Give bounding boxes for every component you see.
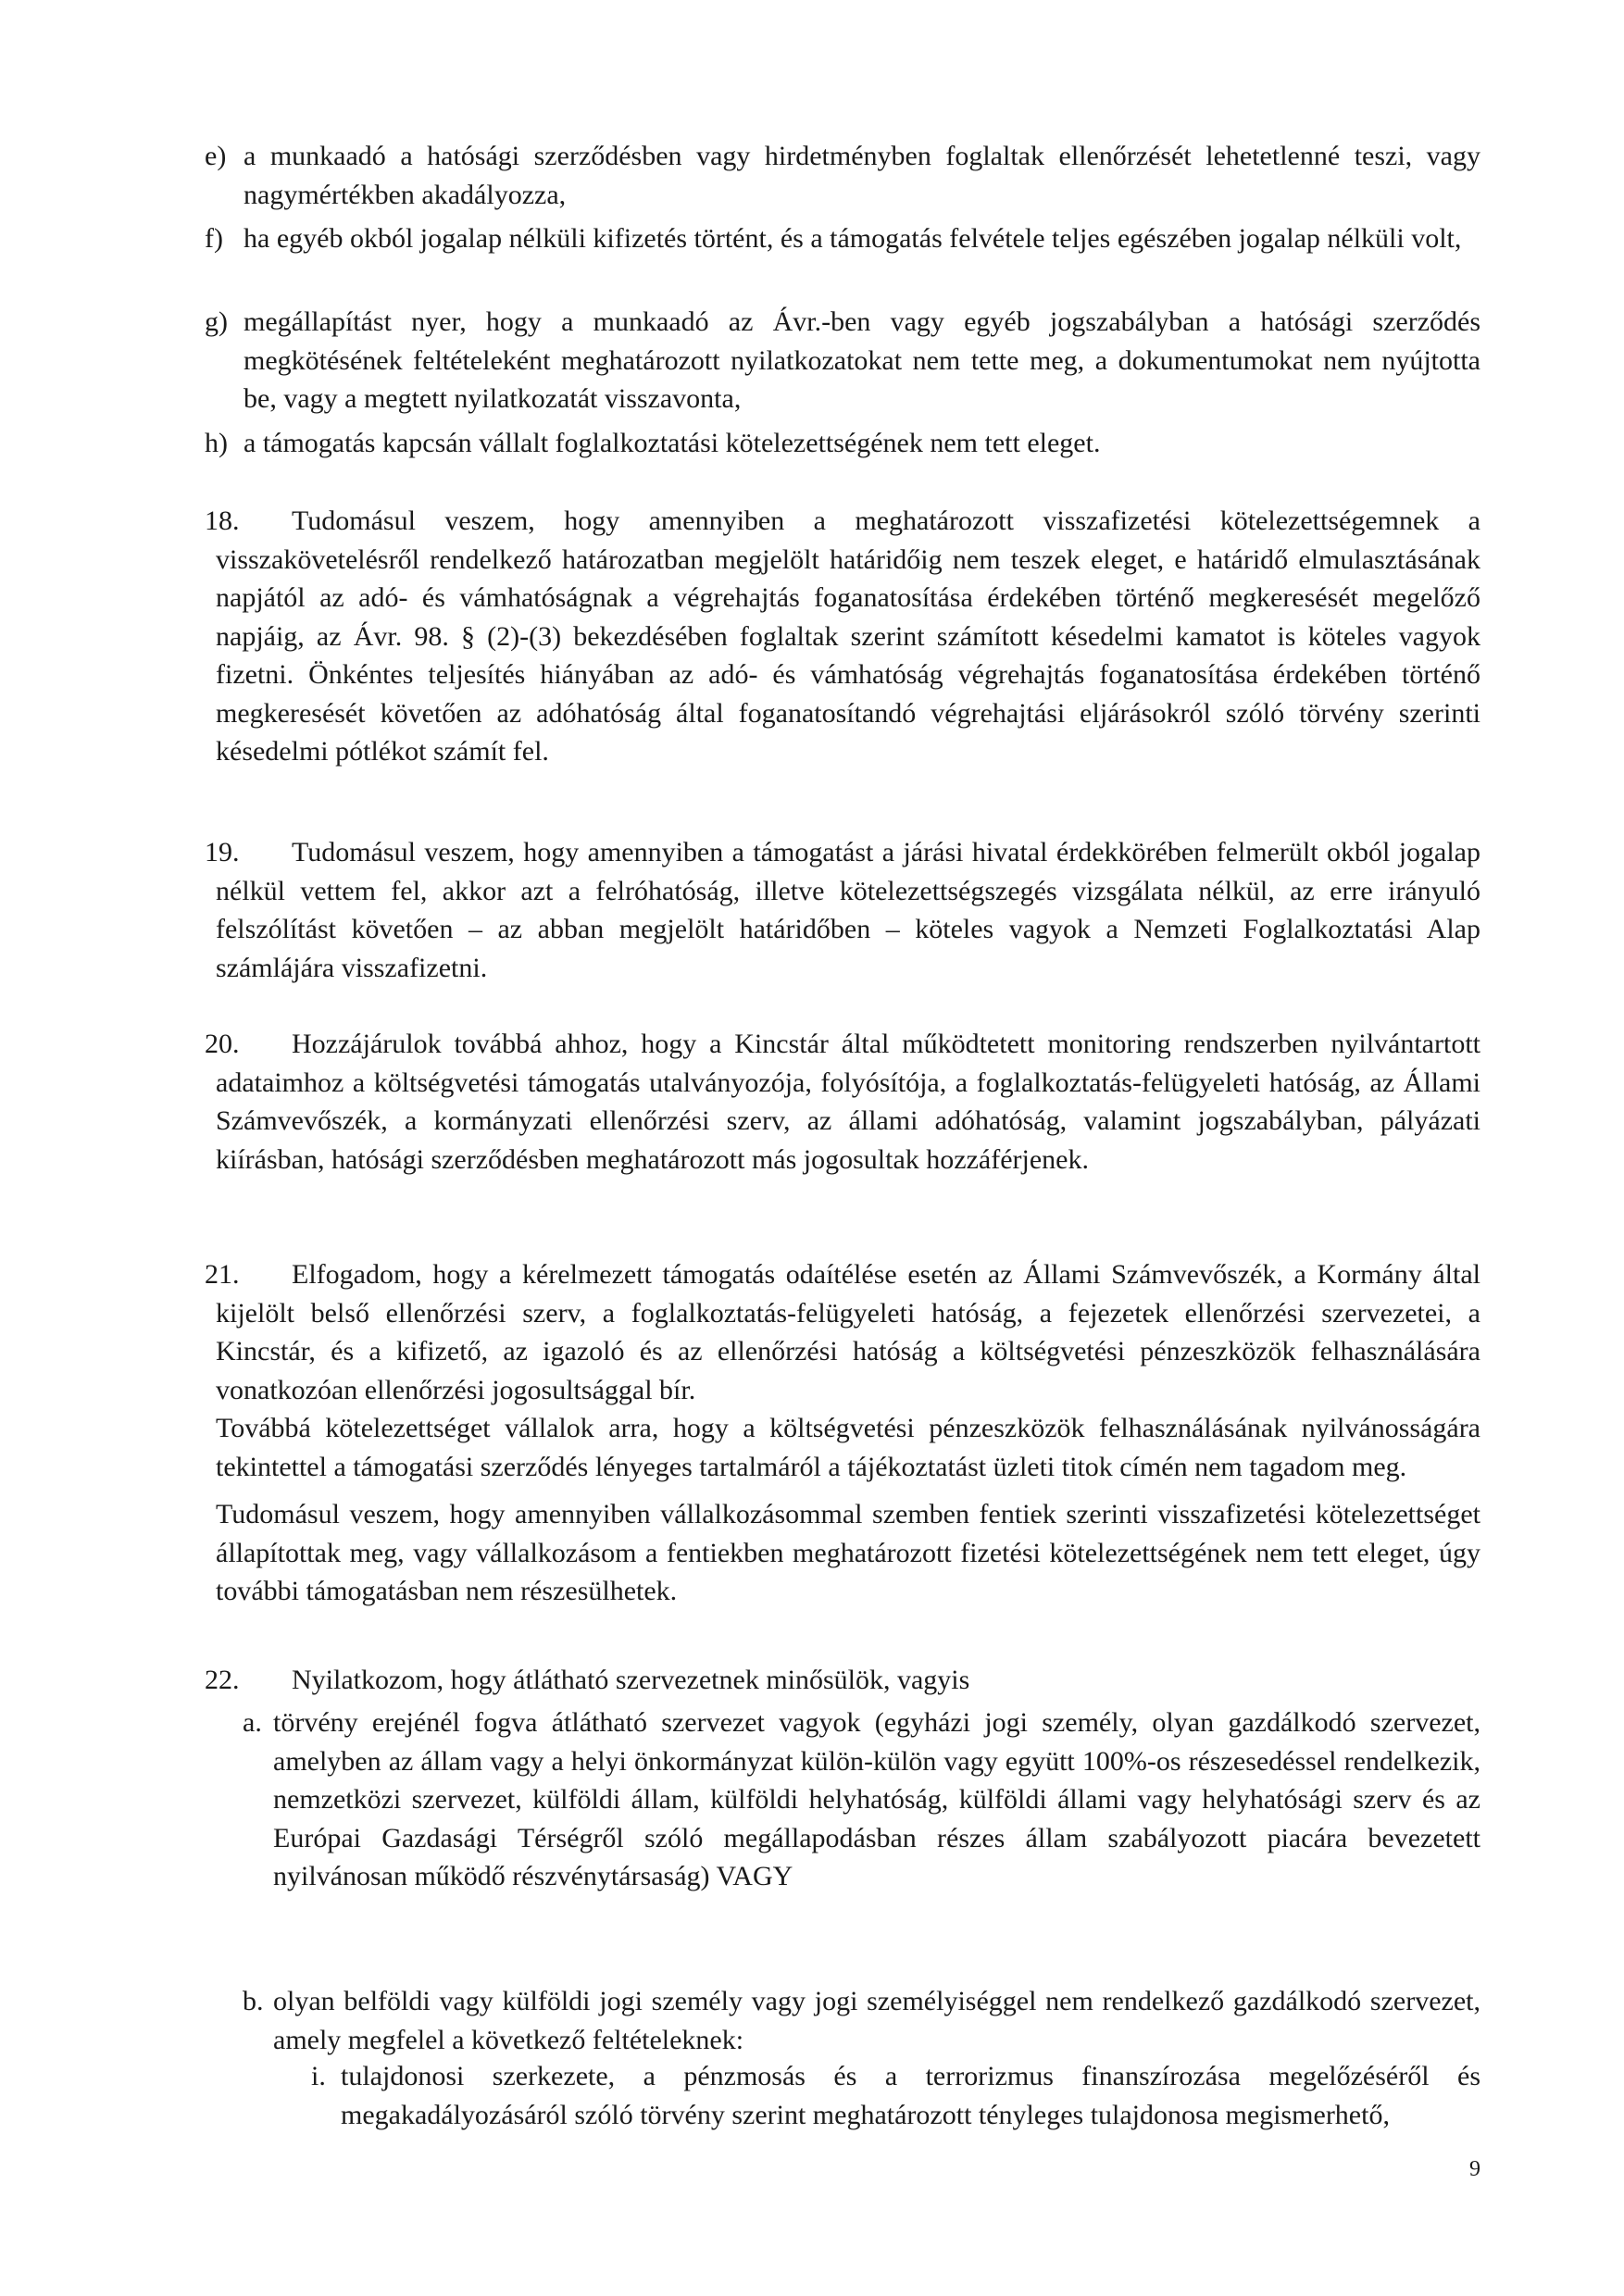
page-number: 9 bbox=[1469, 2157, 1480, 2181]
numbered-item-20 bbox=[205, 1025, 1480, 1179]
item-text-continued: Továbbá kötelezettséget vállalok arra, hogy a költségvetési pénzeszközök felhasználásának nyilvánosságára tekintettel a támogatási szerződés lényeges tartalmáról a tájékoztatást üzleti titok címén nem tagadom meg. bbox=[216, 1413, 1480, 1482]
list-item-label: e) bbox=[205, 141, 227, 171]
item-text-continued: Tudomásul veszem, hogy amennyiben vállalkozásommal szemben fentiek szerinti visszafizetési kötelezettséget állapítottak meg, vagy vállalkozásom a fentiekben meghatározott fizetési kötelezettségének nem tett eleget, úgy további támogatásban nem részesülhetek. bbox=[216, 1499, 1480, 1606]
sub-item-a bbox=[243, 1703, 1480, 1896]
list-item-g bbox=[205, 303, 1480, 418]
item-text: Tudomásul veszem, hogy amennyiben a támogatást a járási hivatal érdekkörében felmerült okból jogalap nélkül vettem fel, akkor azt a felróhatóság, illetve kötelezettségszegés vizsgálata nélkül, az erre irányuló felszólítást követően – az abban megjelölt határidőben – köteles vagyok a Nemzeti Foglalkoztatási Alap számlájára visszafizetni. bbox=[216, 837, 1480, 983]
item-text: Elfogadom, hogy a kérelmezett támogatás odaítélése esetén az Állami Számvevőszék, a Kormány által kijelölt belső ellenőrzési szerv, a foglalkoztatás-felügyeleti hatóság, a fejezetek ellenőrzési szervezetei, a Kincstár, és a kifizető, az igazoló és az ellenőrzési hatóság a költségvetési pénzeszközök felhasználására vonatkozóan ellenőrzési jogosultsággal bír. bbox=[216, 1259, 1480, 1405]
numbered-item-21 bbox=[205, 1255, 1480, 1611]
sub-item-label: a. bbox=[243, 1707, 262, 1738]
list-item-h bbox=[205, 424, 1480, 463]
sub-item-text: olyan belföldi vagy külföldi jogi személy vagy jogi személyiséggel nem rendelkező gazdálkodó szervezet, amely megfelel a következő feltételeknek: bbox=[273, 1986, 1480, 2055]
sub-item-text: tulajdonosi szerkezete, a pénzmosás és a terrorizmus finanszírozása megelőzéséről és megakadályozásáról szóló törvény szerint meghatározott tényleges tulajdonosa megismerhető, bbox=[341, 2061, 1480, 2130]
list-item-text: megállapítást nyer, hogy a munkaadó az Ávr.-ben vagy egyéb jogszabályban a hatósági szerződés megkötésének feltételeként meghatározott nyilatkozatokat nem tette meg, a dokumentumokat nem nyújtotta be, vagy a megtett nyilatkozatát visszavonta, bbox=[244, 306, 1480, 414]
item-number: 18. bbox=[205, 505, 240, 536]
numbered-item-22 bbox=[205, 1661, 1480, 1700]
sub-item-b bbox=[243, 1982, 1480, 2059]
sub-item-label: i. bbox=[311, 2061, 326, 2091]
list-item-label: h) bbox=[205, 428, 228, 458]
list-item-f bbox=[205, 219, 1480, 258]
item-number: 20. bbox=[205, 1029, 240, 1059]
item-number: 19. bbox=[205, 837, 240, 867]
sub-item-text: törvény erejénél fogva átlátható szervezet vagyok (egyházi jogi személy, olyan gazdálkodó szervezet, amelyben az állam vagy a helyi önkormányzat külön-külön vagy együtt 100%-os részesedéssel rendelkezik, nemzetközi szervezet, külföldi állam, külföldi helyhatóság, külföldi állami vagy helyhatósági szerv és az Európai Gazdasági Térségről szóló megállapodásban részes állam szabályozott piacára bevezetett nyilvánosan működő részvénytársaság) VAGY bbox=[273, 1707, 1480, 1891]
item-number: 21. bbox=[205, 1259, 240, 1290]
item-text: Nyilatkozom, hogy átlátható szervezetnek minősülök, vagyis bbox=[292, 1665, 970, 1695]
list-item-label: f) bbox=[205, 223, 223, 254]
item-number: 22. bbox=[205, 1665, 240, 1695]
numbered-item-18 bbox=[205, 502, 1480, 771]
item-text: Hozzájárulok továbbá ahhoz, hogy a Kincstár által működtetett monitoring rendszerben nyilvántartott adataimhoz a költségvetési támogatás utalványozója, folyósítója, a foglalkoztatás-felügyeleti hatóság, az Állami Számvevőszék, a kormányzati ellenőrzési szerv, az állami adóhatóság, valamint jogszabályban, pályázati kiírásban, hatósági szerződésben meghatározott más jogosultak hozzáférjenek. bbox=[216, 1029, 1480, 1175]
list-item-e bbox=[205, 137, 1480, 214]
item-text: Tudomásul veszem, hogy amennyiben a meghatározott visszafizetési kötelezettségemnek a visszakövetelésről rendelkező határozatban megjelölt határidőig nem teszek eleget, e határidő elmulasztásának napjától az adó- és vámhatóságnak a végrehajtás foganatosítása érdekében történő megkeresését megelőző napjáig, az Ávr. 98. § (2)-(3) bekezdésében foglaltak szerint számított késedelmi kamatot is köteles vagyok fizetni. Önkéntes teljesítés hiányában az adó- és vámhatóság végrehajtás foganatosítása érdekében történő megkeresését követően az adóhatóság által foganatosítandó végrehajtási eljárásokról szóló törvény szerinti késedelmi pótlékot számít fel. bbox=[216, 505, 1480, 767]
list-item-text: a támogatás kapcsán vállalt foglalkoztatási kötelezettségének nem tett eleget. bbox=[244, 428, 1101, 458]
list-item-label: g) bbox=[205, 306, 228, 337]
sub-item-label: b. bbox=[243, 1986, 264, 2016]
sub-item-i bbox=[311, 2057, 1480, 2134]
list-item-text: a munkaadó a hatósági szerződésben vagy hirdetményben foglaltak ellenőrzését lehetetlenné teszi, vagy nagymértékben akadályozza, bbox=[244, 141, 1480, 210]
list-item-text: ha egyéb okból jogalap nélküli kifizetés történt, és a támogatás felvétele teljes egészében jogalap nélküli volt, bbox=[244, 223, 1462, 254]
numbered-item-19 bbox=[205, 833, 1480, 987]
